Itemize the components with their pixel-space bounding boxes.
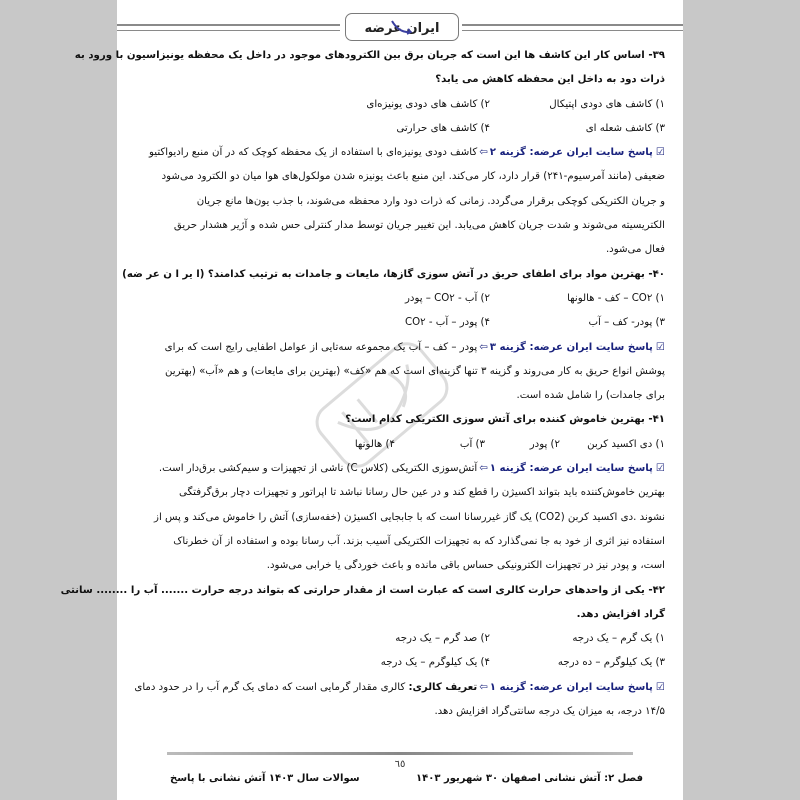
option-1[interactable]: ۱) کاشف های دودی اپتیکال — [549, 98, 665, 110]
options-row — [135, 311, 665, 335]
questions-content — [60, 44, 665, 724]
answer-line — [135, 141, 665, 165]
answer-text: ۱۴/۵ درجه، به میزان یک درجه سانتی‌گراد افزایش دهد. — [434, 706, 665, 718]
checkbox-icon: ☑ — [655, 147, 665, 159]
answer-text: و جریان الکتریکی کوچکی برقرار می‌گردد. زمانی که ذرات دود وارد محفظه می‌شوند، با جذب یون‌ها مانع جریان — [196, 195, 665, 207]
footer-rule — [167, 752, 633, 755]
question-42 — [60, 579, 665, 725]
footer-book-title: سوالات سال ۱۴۰۳ آتش نشانی با پاسخ — [170, 773, 360, 784]
options-row — [135, 651, 665, 675]
option-2[interactable]: ۲) آب - CO۲ – پودر — [404, 292, 490, 304]
arrow-left-icon: ⇦ — [479, 681, 488, 693]
options-row — [135, 117, 665, 141]
option-2[interactable]: ۲) پودر — [529, 438, 560, 450]
arrow-left-icon: ⇦ — [479, 341, 488, 353]
answer-text: پوشش انواع حریق به کار می‌روند و گزینه ۳ تنها گزینه‌ای است که هم «کف» (بهترین برای مایعات) و هم «آب» (بهترین — [165, 365, 665, 377]
question-text: ۳۹- اساس کار این کاشف ها این است که جریان برق بین الکترودهای موجود در داخل یک محفظه یونیزاسیون با ورود به — [74, 50, 665, 61]
question-text: گراد افزایش دهد. — [576, 608, 665, 620]
svg-text:ایران عرضه: ایران عرضه — [364, 21, 440, 36]
options-row — [135, 93, 665, 117]
answer-text: برای جامدات) را شامل شده است. — [516, 390, 665, 402]
option-3[interactable]: ۳) آب — [459, 438, 485, 450]
option-3[interactable]: ۳) پودر- کف – آب — [588, 317, 665, 329]
checkbox-icon: ☑ — [655, 341, 665, 353]
answer-label: پاسخ سایت ایران عرضه: گزینه ۱ — [489, 681, 653, 693]
option-3[interactable]: ۳) کاشف شعله ای — [585, 122, 665, 134]
document-page — [60, 0, 683, 800]
option-2[interactable]: ۲) صد گرم – یک درجه — [395, 633, 490, 645]
option-1[interactable]: ۱) دی اکسید کربن — [587, 438, 665, 450]
question-text: ۴۱- بهترین خاموش کننده برای آتش سوزی الکتریکی کدام است؟ — [345, 414, 665, 426]
option-4[interactable]: ۴) کاشف های حرارتی — [396, 122, 490, 134]
answer-text: آتش‌سوزی الکتریکی (کلاس C) ناشی از تجهیزات و سیم‌کشی برق‌دار است. — [158, 463, 478, 475]
answer-text: است، و پودر نیز در تجهیزات الکترونیکی حساس باقی مانده و باعث خوردگی یا خرابی می‌شود. — [266, 560, 665, 572]
brand-logo — [345, 13, 459, 41]
answer-line — [135, 457, 665, 481]
question-40 — [122, 263, 665, 409]
options-row — [135, 287, 665, 311]
page-number: ٦٥ — [394, 759, 406, 770]
answer-text: پودر – کف – آب یک مجموعه سه‌تایی از عوامل اطفایی رایج است که برای — [164, 341, 478, 353]
question-text: ذرات دود به داخل این محفظه کاهش می یابد؟ — [435, 74, 665, 86]
option-2[interactable]: ۲) کاشف های دودی یونیزه‌ای — [366, 98, 490, 110]
answer-text: نشوند .دی اکسید کربن (CO2) یک گاز غیررسانا است که با جابجایی اکسیژن (خفه‌سازی) آتش را خاموش می‌کند و پس از — [154, 511, 665, 523]
answer-text: فعال می‌شود. — [605, 244, 665, 256]
options-row — [135, 433, 665, 457]
option-1[interactable]: ۱) یک گرم – یک درجه — [572, 633, 665, 645]
option-4[interactable]: ۴) پودر – آب - CO۲ — [404, 317, 490, 329]
answer-label: پاسخ سایت ایران عرضه: گزینه ۲ — [489, 147, 653, 159]
header-rule-right — [462, 24, 683, 31]
option-4[interactable]: ۴) یک کیلوگرم – یک درجه — [380, 657, 490, 669]
checkbox-icon: ☑ — [655, 463, 665, 475]
checkbox-icon: ☑ — [655, 681, 665, 693]
answer-text: کالری مقدار گرمایی است که دمای یک گرم آب را در حدود دمای — [134, 681, 406, 693]
header-rule-left — [117, 24, 340, 31]
question-text: ۴۰- بهترین مواد برای اطفای حریق در آتش سوزی گازها، مایعات و جامدات به ترتیب کدامند؟ (ا یر ا ن عر ضه) — [122, 268, 665, 280]
options-row — [135, 627, 665, 651]
answer-text: الکتریسیته می‌شوند و شدت جریان کاهش می‌یابد. این تغییر جریان توسط مدار کنترلی حس شده و آژیر هشدار حریق — [173, 220, 665, 232]
answer-term: تعریف کالری: — [408, 681, 478, 693]
answer-text: بهترین خاموش‌کننده باید بتواند اکسیژن را قطع کند و در عین حال رسانا نباشد تا اپراتور و تجهیزات دچار برق‌گرفتگی — [179, 487, 665, 499]
arrow-left-icon: ⇦ — [479, 147, 488, 159]
option-3[interactable]: ۳) یک کیلوگرم – ده درجه — [557, 657, 665, 669]
option-1[interactable]: ۱) CO۲ – کف - هالونها — [567, 292, 665, 304]
answer-text: ضعیفی (مانند آمرسیوم-۲۴۱) قرار دارد، کار می‌کند. این منبع باعث یونیزه شدن مولکول‌های هوا میان دو الکترود می‌شود — [161, 171, 665, 183]
answer-label: پاسخ سایت ایران عرضه: گزینه ۳ — [489, 341, 653, 353]
arrow-left-icon: ⇦ — [479, 463, 488, 475]
question-39 — [74, 44, 665, 263]
question-41 — [135, 408, 665, 578]
answer-text: استفاده نیز اثری از خود به جا نمی‌گذارد که به تجهیزات الکتریکی آسیب بزند. آب رسانا بوده و استفاده از آن خطرناک — [173, 535, 665, 547]
option-4[interactable]: ۴) هالونها — [354, 438, 395, 450]
answer-text: کاشف دودی یونیزه‌ای با استفاده از یک محفظه کوچک که در آن منبع رادیواکتیو — [149, 147, 478, 159]
footer-chapter: فصل ۲: آتش نشانی اصفهان ۳۰ شهریور ۱۴۰۳ — [416, 773, 643, 784]
answer-line — [135, 676, 665, 700]
question-text: ۴۲- یکی از واحدهای حرارت کالری است که عبارت است از مقدار حرارتی که بتواند درجه حرارت ....... آب را ........ سانتی — [60, 584, 665, 596]
answer-line — [135, 336, 665, 360]
answer-label: پاسخ سایت ایران عرضه: گزینه ۱ — [489, 463, 653, 475]
brand-logo-icon — [352, 17, 452, 37]
